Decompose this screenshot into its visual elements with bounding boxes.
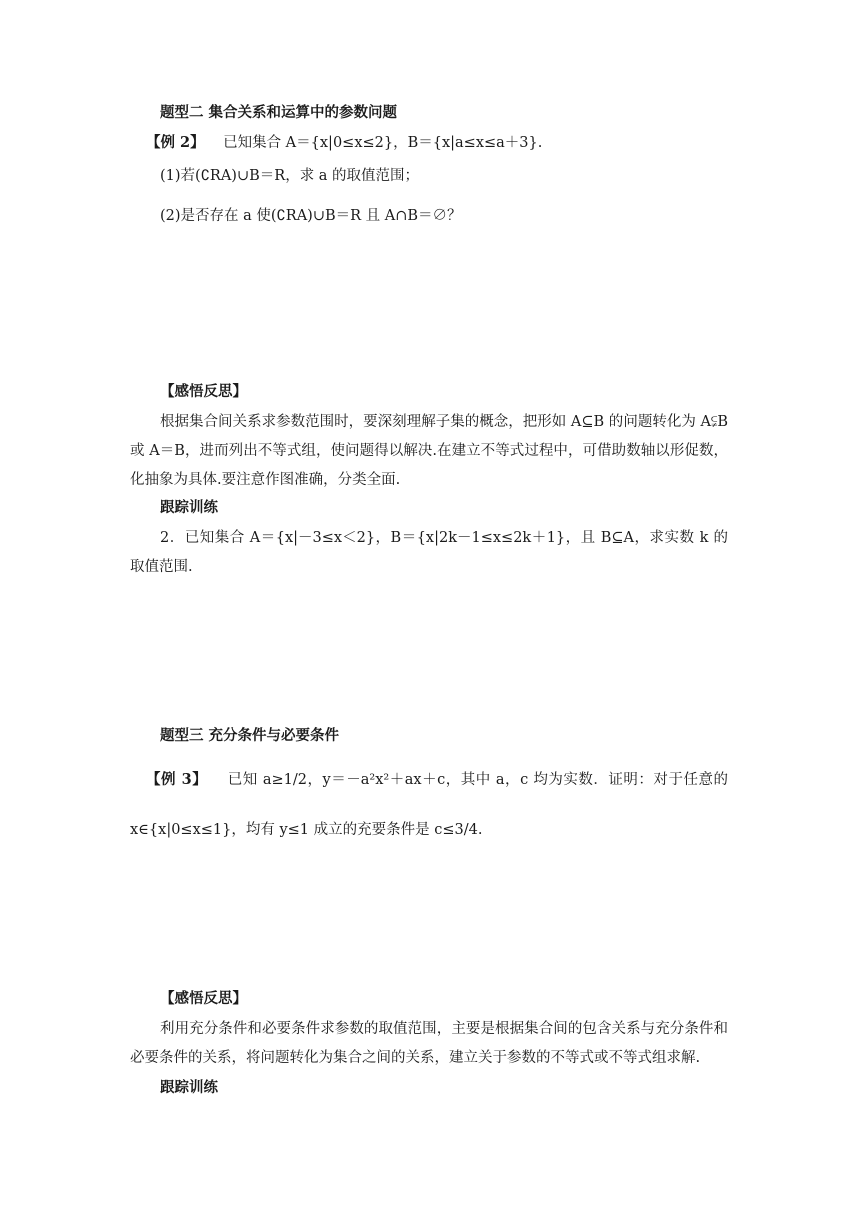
example2-question-2: (2)是否存在 a 使(∁RA)∪B＝R 且 A∩B＝∅？ <box>160 208 462 224</box>
section3-reflection-heading: 【感悟反思】 <box>160 990 247 1007</box>
section3-reflection-body: 利用充分条件和必要条件求参数的取值范围，主要是根据集合间的包含关系与充分条件和必要条件的关系，将问题转化为集合之间的关系，建立关于参数的不等式或不等式组求解. <box>130 1021 728 1066</box>
example3-text: 已知 a≥1/2，y＝－a²x²＋ax＋c，其中 a，c 均为实数．证明：对于任意的 x∈{x|0≤x≤1}，均有 y≤1 成立的充要条件是 c≤3/4. <box>130 772 728 838</box>
example3-label: 【例 3】 <box>146 771 208 788</box>
training-item-2: 2．已知集合 A＝{x|－3≤x＜2}，B＝{x|2k－1≤x≤2k＋1}，且 B⊆A，求实数 k 的取值范围. <box>130 530 728 575</box>
section2-reflection-body: 根据集合间关系求参数范围时，要深刻理解子集的概念，把形如 A⊆B 的问题转化为 A⫋B 或 A＝B，进而列出不等式组，使问题得以解决.在建立不等式过程中，可借助数轴以形促数，化抽象为具体.要注意作图准确，分类全面. <box>130 414 728 488</box>
example2-statement <box>146 133 542 153</box>
section2-reflection-heading: 【感悟反思】 <box>160 383 247 400</box>
example2-question-1: (1)若(∁RA)∪B＝R，求 a 的取值范围； <box>160 168 420 184</box>
section2-training-heading: 跟踪训练 <box>160 499 218 516</box>
section3-heading: 题型三 充分条件与必要条件 <box>160 727 340 744</box>
example2-intro: 已知集合 A＝{x|0≤x≤2}，B＝{x|a≤x≤a＋3}. <box>223 135 543 151</box>
example3-statement <box>130 755 728 855</box>
section3-training-heading: 跟踪训练 <box>160 1079 218 1096</box>
example2-label: 【例 2】 <box>146 134 205 151</box>
section2-heading: 题型二 集合关系和运算中的参数问题 <box>160 104 398 121</box>
